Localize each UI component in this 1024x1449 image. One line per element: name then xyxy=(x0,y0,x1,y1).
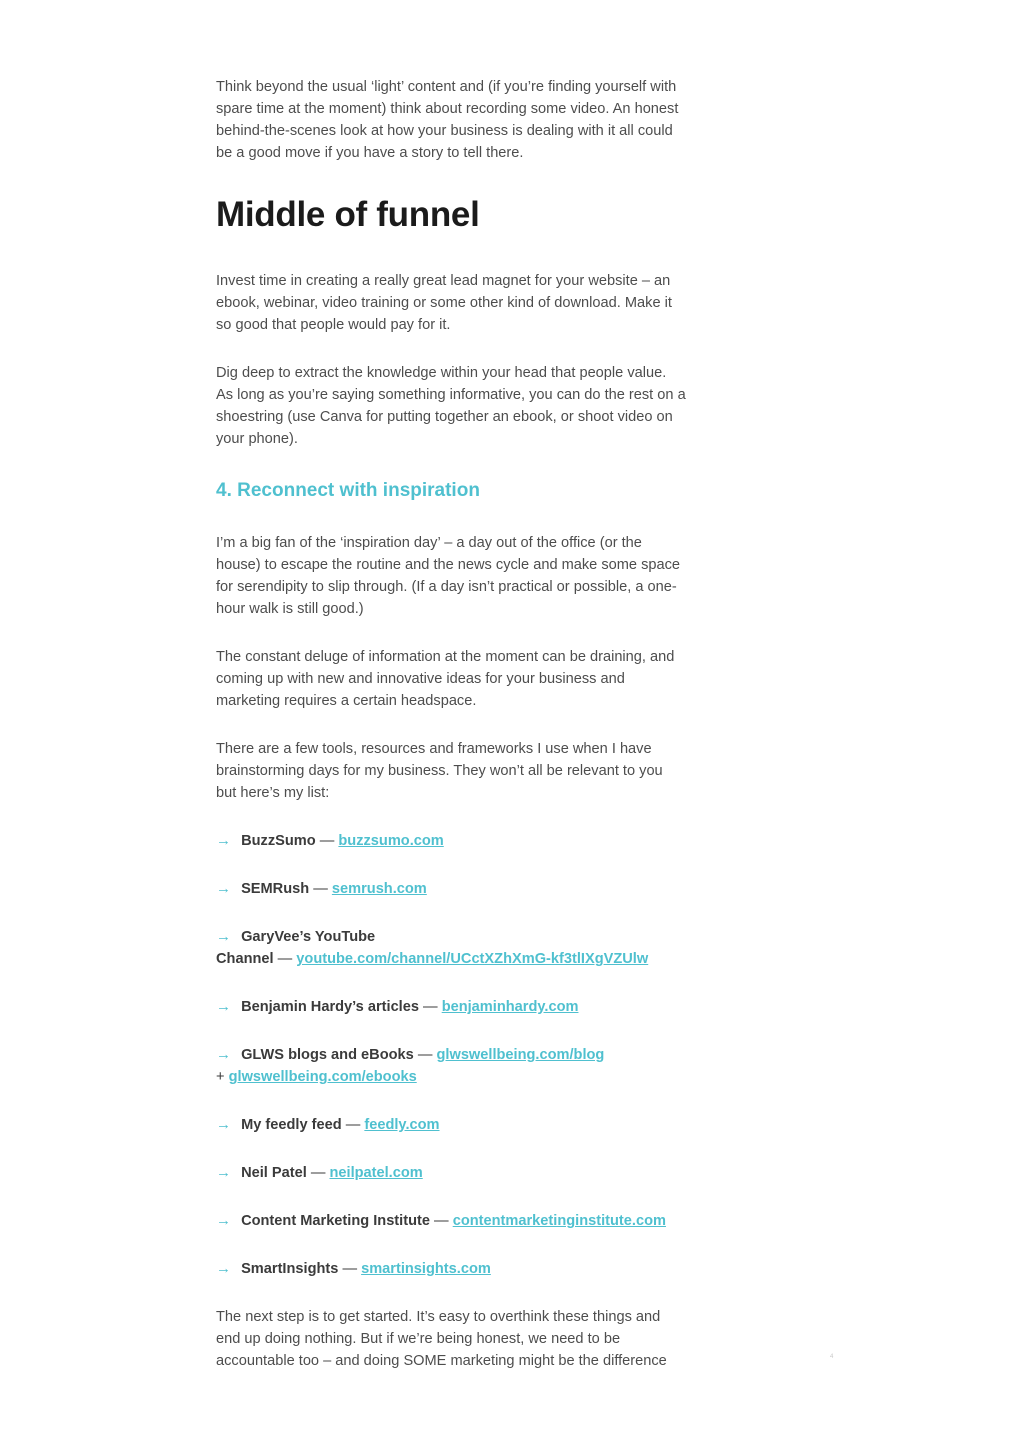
inspiration-paragraph-2: The constant deluge of information at the moment can be draining, and coming up with new and innovative ideas for your business and marketing requires a certain headspace. xyxy=(216,649,675,709)
separator: — xyxy=(310,1165,326,1181)
separator: — xyxy=(345,1117,361,1133)
resource-name: GLWS blogs and eBooks xyxy=(241,1047,414,1063)
resource-link-content-marketing-institute[interactable]: contentmarketinginstitute.com xyxy=(452,1213,666,1229)
arrow-right-icon: → xyxy=(216,928,231,945)
arrow-right-icon: → xyxy=(216,1164,231,1181)
separator: — xyxy=(434,1213,449,1229)
resource-name: SEMRush xyxy=(241,881,310,897)
separator: — xyxy=(277,951,293,967)
inspiration-paragraph-3: There are a few tools, resources and frameworks I use when I have brainstorming days for my business. They won’t all be relevant to you but here’s my list: xyxy=(216,741,663,801)
arrow-right-icon: → xyxy=(216,1046,231,1063)
resource-item-content-marketing-institute xyxy=(216,1210,686,1232)
middle-paragraph-1: Invest time in creating a really great lead magnet for your website – an ebook, webinar, video training or some other kind of download. Make it so good that people would pay for it. xyxy=(216,273,672,333)
resource-item-buzzsumo xyxy=(216,830,686,852)
arrow-right-icon: → xyxy=(216,880,231,897)
page-number: 4 xyxy=(830,1354,834,1360)
resource-link-neil-patel[interactable]: neilpatel.com xyxy=(329,1165,423,1181)
resource-item-glws xyxy=(216,1044,686,1088)
resource-link-buzzsumo[interactable]: buzzsumo.com xyxy=(338,833,444,849)
plus-sign: + xyxy=(216,1069,225,1085)
resource-name: My feedly feed xyxy=(241,1117,342,1133)
arrow-right-icon: → xyxy=(216,1212,231,1229)
section-heading: Middle of funnel xyxy=(216,195,480,234)
resource-item-feedly xyxy=(216,1114,686,1136)
resource-link-glws-blog[interactable]: glwswellbeing.com/blog xyxy=(436,1047,605,1063)
separator: — xyxy=(342,1261,358,1277)
intro-paragraph: Think beyond the usual ‘light’ content and (if you’re finding yourself with spare time at the moment) think about recording some video. An honest behind-the-scenes look at how your business is dealing with it all could be a good move if you have a story to tell there. xyxy=(216,79,679,161)
separator: — xyxy=(423,999,438,1015)
arrow-right-icon: → xyxy=(216,832,231,849)
resource-name: Neil Patel xyxy=(241,1165,307,1181)
resource-item-benjamin-hardy xyxy=(216,996,686,1018)
resource-name: Benjamin Hardy’s articles xyxy=(241,999,419,1015)
resource-link-smartinsights[interactable]: smartinsights.com xyxy=(361,1261,491,1277)
arrow-right-icon: → xyxy=(216,1260,231,1277)
resource-item-semrush xyxy=(216,878,686,900)
resource-name: BuzzSumo xyxy=(241,833,316,849)
separator: — xyxy=(319,833,335,849)
resource-link-garyvee[interactable]: youtube.com/channel/UCctXZhXmG-kf3tlIXgVZUlw xyxy=(296,951,649,967)
middle-paragraph-2: Dig deep to extract the knowledge within your head that people value. As long as you’re saying something informative, you can do the rest on a shoestring (use Canva for putting together an ebook, or shoot video on your phone). xyxy=(216,365,686,447)
arrow-right-icon: → xyxy=(216,998,231,1015)
resource-link-glws-ebooks[interactable]: glwswellbeing.com/ebooks xyxy=(228,1069,417,1085)
article-column xyxy=(216,76,686,1398)
resource-item-neil-patel xyxy=(216,1162,686,1184)
resource-link-semrush[interactable]: semrush.com xyxy=(331,881,427,897)
arrow-right-icon: → xyxy=(216,1116,231,1133)
resource-name-line2: Channel xyxy=(216,951,274,967)
resource-name: Content Marketing Institute xyxy=(241,1213,430,1229)
subheading: 4. Reconnect with inspiration xyxy=(216,480,480,501)
separator: — xyxy=(313,881,328,897)
resource-name-line1: GaryVee’s YouTube xyxy=(241,929,376,945)
resource-name: SmartInsights xyxy=(241,1261,339,1277)
resource-item-smartinsights xyxy=(216,1258,686,1280)
resource-link-benjamin-hardy[interactable]: benjaminhardy.com xyxy=(441,999,579,1015)
resource-link-feedly[interactable]: feedly.com xyxy=(364,1117,440,1133)
inspiration-paragraph-1: I’m a big fan of the ‘inspiration day’ – a day out of the office (or the house) to escape the routine and the news cycle and make some space for serendipity to slip through. (If a day isn’t practical or possible, a one-hour walk is still good.) xyxy=(216,535,681,617)
closing-paragraph: The next step is to get started. It’s easy to overthink these things and end up doing nothing. But if we’re being honest, we need to be accountable too – and doing SOME marketing might be the difference xyxy=(216,1309,667,1369)
resource-item-garyvee xyxy=(216,926,686,970)
separator: — xyxy=(417,1047,433,1063)
